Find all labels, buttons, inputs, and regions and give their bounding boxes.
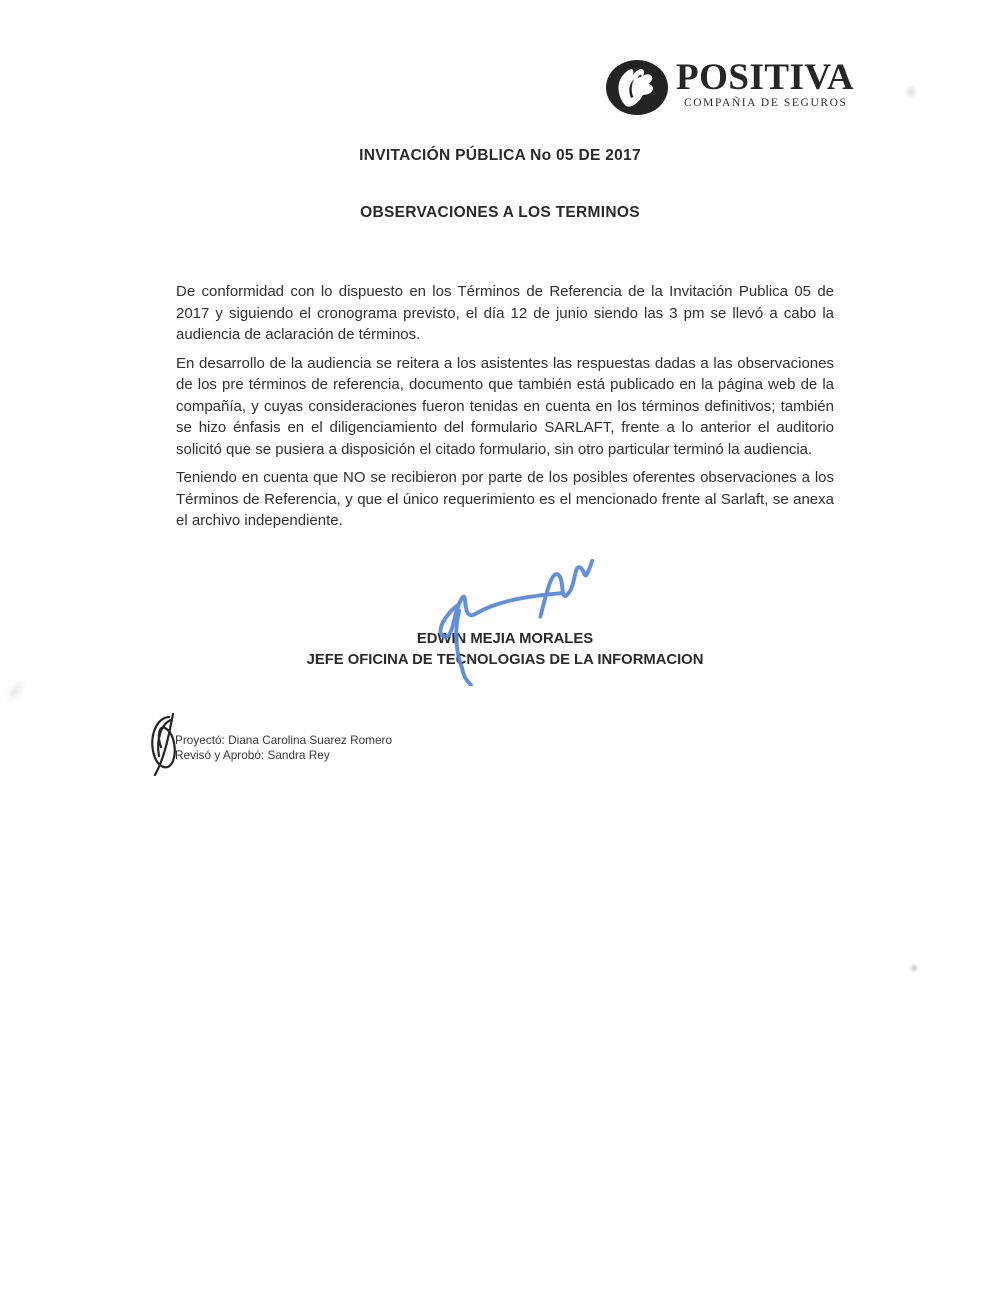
paragraph-2: En desarrollo de la audiencia se reitera a los asistentes las respuestas dadas a las observaciones de los pre términos de referencia, documento que también está publicado en la página web de la compañía, y cuyas consideraciones fueron tenidas en cuenta en los términos definitivos; también se hizo énfasis en el diligenciamiento del formulario SARLAFT, frente a lo anterior el auditorio solicitó que se pusiera a disposición el citado formulario, sin otro particular terminó la audiencia. [176, 354, 834, 458]
logo-subtitle: COMPAÑIA DE SEGUROS [684, 97, 848, 109]
logo-name: POSITIVA [676, 57, 855, 98]
signatory-name: EDWIN MEJIA MORALES [416, 631, 594, 647]
reviewed-by: Revisó y Aprobó: Sandra Rey [175, 748, 330, 762]
positiva-swan-icon [604, 58, 670, 116]
footer-credits [175, 733, 392, 763]
paragraph-1: De conformidad con lo dispuesto en los Términos de Referencia de la Invitación Publica 05 de 2017 y siguiendo el cronograma previsto, el día 12 de junio siendo las 3 pm se llevó a cabo la audiencia de aclaración de términos. [176, 283, 834, 343]
handwritten-signature [413, 554, 609, 686]
scan-artifact [908, 963, 920, 973]
document-subtitle: OBSERVACIONES A LOS TERMINOS [360, 204, 640, 221]
handwritten-initial [146, 712, 188, 778]
logo-wordmark [676, 58, 854, 109]
document-title: INVITACIÓN PÚBLICA No 05 DE 2017 [359, 147, 641, 164]
scan-artifact [903, 86, 919, 98]
letter-body [176, 281, 834, 539]
company-logo [604, 58, 854, 116]
scan-artifact [0, 674, 31, 707]
paragraph-3: Teniendo en cuenta que NO se recibieron por parte de los posibles oferentes observaciones a los Términos de Referencia, y que el único requerimiento es el mencionado frente al Sarlaft, se anexa el archivo independiente. [176, 469, 834, 529]
signatory-title: JEFE OFICINA DE TECNOLOGIAS DE LA INFORMACION [306, 651, 704, 668]
prepared-by: Proyectó: Diana Carolina Suarez Romero [175, 733, 393, 747]
